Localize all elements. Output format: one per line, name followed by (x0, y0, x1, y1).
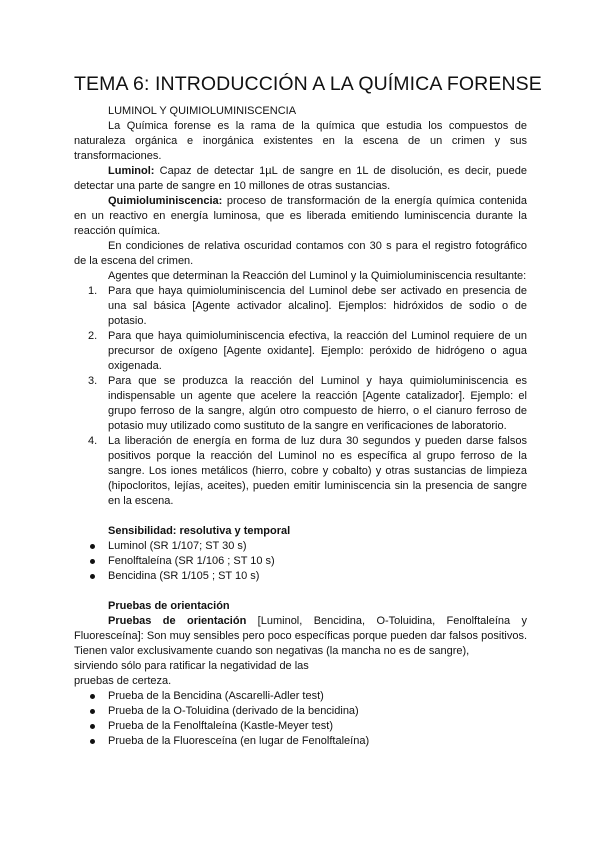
spacer (74, 509, 527, 524)
luminol-term: Luminol: (108, 165, 155, 177)
intro-paragraph: La Química forense es la rama de la química que estudia los compuestos de naturaleza orgánica e inorgánica existentes en la escena de un crimen y sus transformaciones. (74, 120, 527, 162)
quimioluminiscencia-text: proceso de transformación de la energía química contenida en un reactivo en energía luminosa, que es liberada emitiendo luminiscencia durante la reacción química. (74, 195, 527, 237)
luminol-text: Capaz de detectar 1µL de sangre en 1L de disolución, es decir, puede detectar una parte de sangre en 10 millones de otras sustancias. (74, 165, 527, 192)
list-item (74, 284, 527, 329)
pruebas-line-a: sirviendo sólo para ratificar la negatividad de las (74, 660, 309, 672)
list-item (74, 719, 527, 734)
list-item (74, 434, 527, 509)
sensibilidad-list (74, 539, 527, 584)
list-item-text: Luminol (SR 1/107; ST 30 s) (108, 540, 247, 552)
pruebas-line-b: pruebas de certeza. (74, 675, 172, 687)
pruebas-heading-text: Pruebas de orientación (108, 600, 230, 612)
pruebas-text: [Luminol, Bencidina, O-Toluidina, Fenolftaleína y Fluoresceína]: Son muy sensibles pero poco específicas porque pueden dar falsos positivos. Tienen valor exclusivamente cuando son negativas (la mancha no es de sangre), (74, 615, 527, 657)
pruebas-list (74, 689, 527, 749)
bullet-icon (90, 544, 95, 549)
bullet-icon (90, 559, 95, 564)
pruebas-heading (74, 599, 527, 614)
bullet-icon (90, 739, 95, 744)
list-item-text: Fenolftaleína (SR 1/106 ; ST 10 s) (108, 555, 275, 567)
list-item-text: Para que haya quimioluminiscencia del Luminol debe ser activado en presencia de una sal básica [Agente activador alcalino]. Ejemplos: hidróxidos de sodio o de potasio. (108, 285, 527, 327)
pruebas-paragraph (74, 614, 527, 659)
list-item (74, 689, 527, 704)
bullet-icon (90, 694, 95, 699)
bullet-icon (90, 709, 95, 714)
list-item-text: Para que haya quimioluminiscencia efectiva, la reacción del Luminol requiere de un precursor de oxígeno [Agente oxidante]. Ejemplo: peróxido de hidrógeno o agua oxigenada. (108, 330, 527, 372)
pruebas-term: Pruebas de orientación (108, 615, 247, 627)
list-item-text: La liberación de energía en forma de luz dura 30 segundos y pueden darse falsos positivos porque la reacción del Luminol no es específica al grupo ferroso de la sangre. Los iones metálicos (hierro, cobre y cobalto) y otras sustancias de limpieza (hipocloritos, lejías, aceites), pueden emitir luminiscencia sin la presencia de sangre en la escena. (108, 435, 527, 507)
list-number: 4. (88, 435, 98, 447)
spacer (74, 584, 527, 599)
conditions-paragraph: En condiciones de relativa oscuridad contamos con 30 s para el registro fotográfico de la escena del crimen. (74, 240, 527, 267)
list-item (74, 329, 527, 374)
list-number: 1. (88, 285, 98, 297)
sensibilidad-heading (74, 524, 527, 539)
section-heading-luminol: LUMINOL Y QUIMIOLUMINISCENCIA (108, 105, 297, 117)
sensibilidad-heading-text: Sensibilidad: resolutiva y temporal (108, 525, 291, 537)
list-item-text: Prueba de la O-Toluidina (derivado de la bencidina) (108, 705, 359, 717)
list-item (74, 539, 527, 554)
list-number: 3. (88, 375, 98, 387)
list-item (74, 704, 527, 719)
list-item-text: Bencidina (SR 1/105 ; ST 10 s) (108, 570, 260, 582)
agents-intro: Agentes que determinan la Reacción del Luminol y la Quimioluminiscencia resultante: (108, 270, 527, 282)
list-item (74, 734, 527, 749)
document-body (74, 104, 527, 749)
list-item (74, 374, 527, 434)
list-item-text: Prueba de la Fenolftaleína (Kastle-Meyer test) (108, 720, 334, 732)
list-number: 2. (88, 330, 98, 342)
list-item-text: Prueba de la Bencidina (Ascarelli-Adler test) (108, 690, 324, 702)
list-item (74, 554, 527, 569)
luminol-definition (74, 164, 527, 194)
quimioluminiscencia-definition (74, 194, 527, 239)
list-item-text: Para que se produzca la reacción del Luminol y haya quimioluminiscencia es indispensable un agente que acelere la reacción [Agente catalizador]. Ejemplo: el grupo ferroso de la sangre, algún otro compuesto de hierro, o el cianuro ferroso de potasio muy utilizado como sustituto de la sangre en verificaciones de laboratorio. (108, 375, 527, 432)
quimioluminiscencia-term: Quimioluminiscencia: (108, 195, 223, 207)
bullet-icon (90, 724, 95, 729)
bullet-icon (90, 574, 95, 579)
list-item (74, 569, 527, 584)
page-title: TEMA 6: INTRODUCCIÓN A LA QUÍMICA FORENSE (74, 73, 542, 95)
list-item-text: Prueba de la Fluoresceína (en lugar de Fenolftaleína) (108, 735, 370, 747)
agents-list (74, 284, 527, 509)
